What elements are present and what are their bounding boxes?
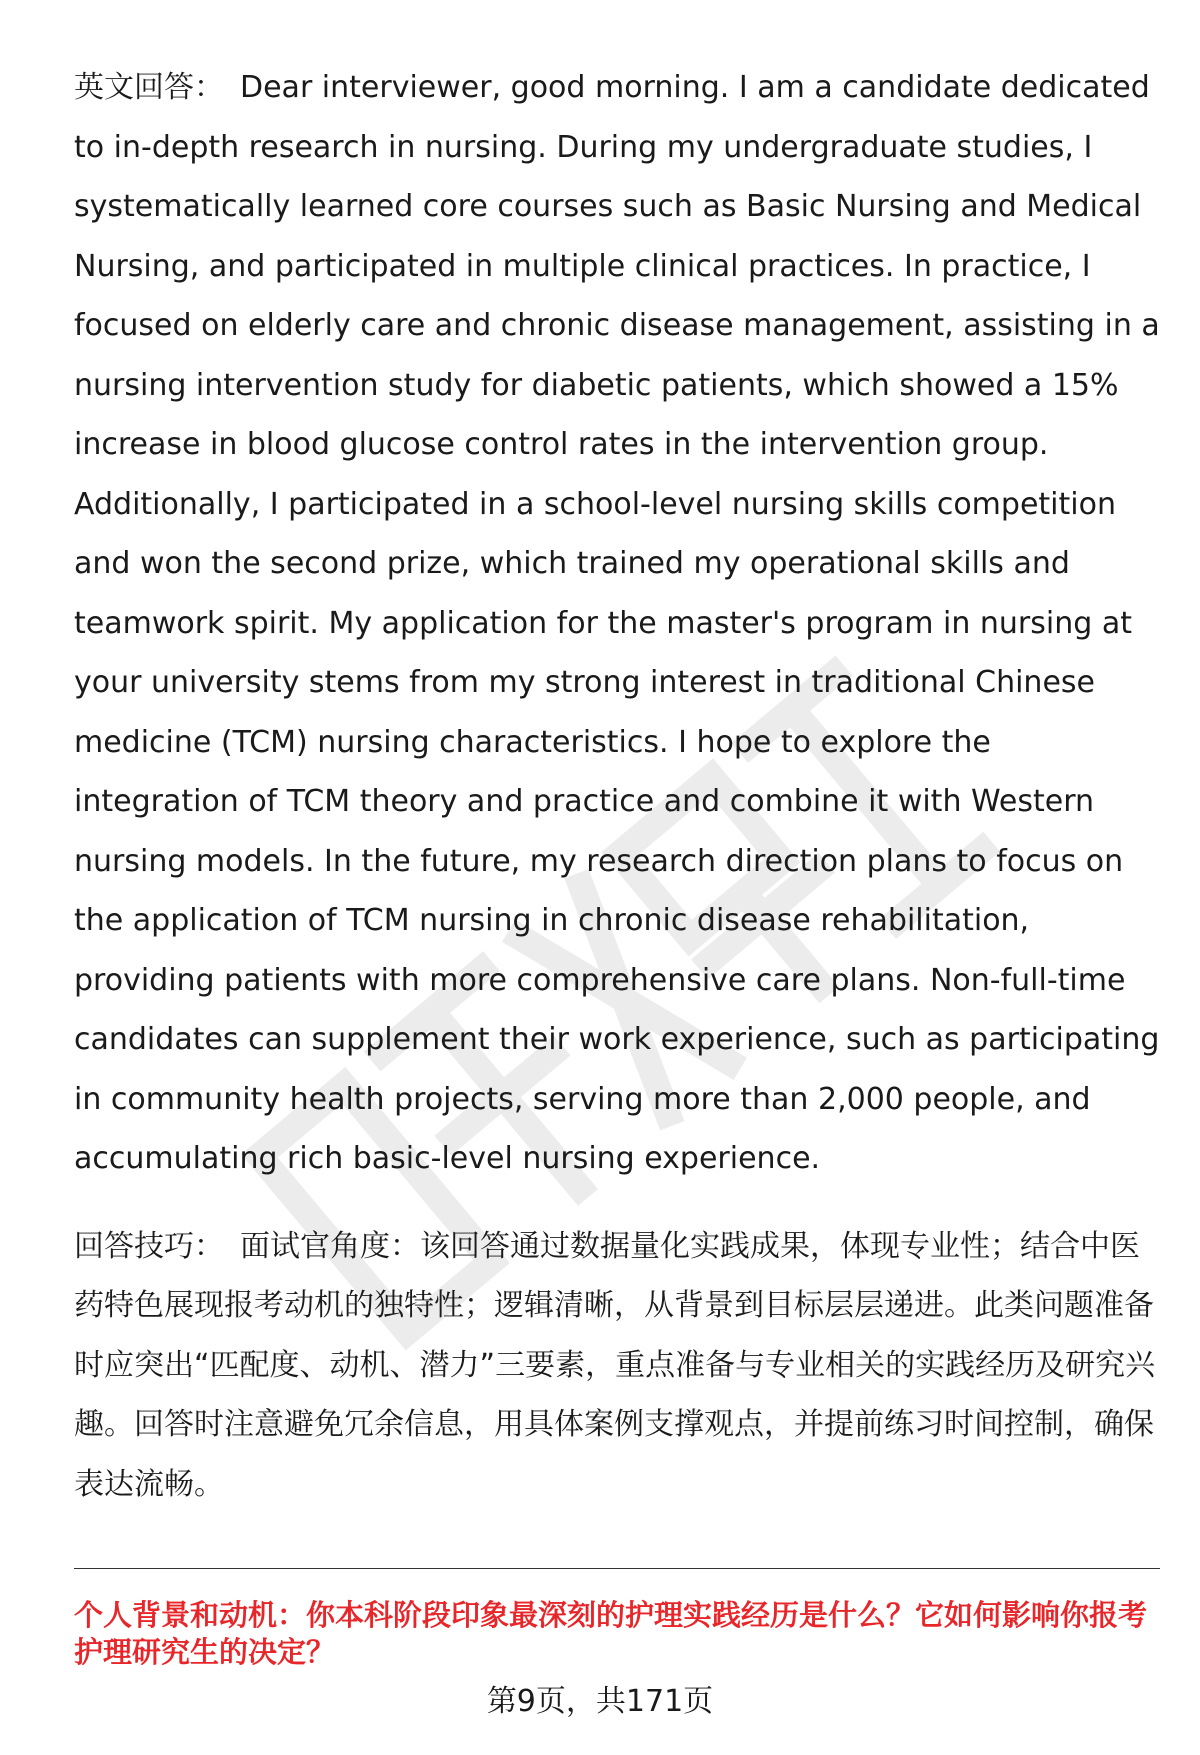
- answer-tips-paragraph: [74, 1217, 1160, 1515]
- next-question-heading: 个人背景和动机：你本科阶段印象最深刻的护理实践经历是什么？它如何影响你报考护理研究生的决定？: [74, 1598, 1148, 1669]
- section-divider: [74, 1568, 1160, 1569]
- page-number-footer: 第9页，共171页: [486, 1684, 714, 1719]
- english-answer-paragraph: [74, 58, 1160, 1189]
- answer-tips-text: 面试官角度：该回答通过数据量化实践成果，体现专业性；结合中医药特色展现报考动机的独特性；逻辑清晰，从背景到目标层层递进。此类问题准备时应突出“匹配度、动机、潜力”三要素，重点准备与专业相关的实践经历及研究兴趣。回答时注意避免冗余信息，用具体案例支撑观点，并提前练习时间控制，确保表达流畅。: [74, 1228, 1156, 1502]
- document-page: [74, 58, 1160, 1671]
- english-answer-label: 英文回答：: [74, 70, 224, 105]
- answer-tips-label: 回答技巧：: [74, 1228, 224, 1264]
- english-answer-text: Dear interviewer, good morning. I am a candidate dedicated to in-depth research in nursing. During my undergraduate studies, I systematically learned core courses such as Basic Nursing and Medical Nursing, and participated in multiple clinical practices. In practice, I focused on elderly care and chronic disease management, assisting in a nursing intervention study for diabetic patients, which showed a 15% increase in blood glucose control rates in the intervention group. Additionally, I participated in a school-level nursing skills competition and won the second prize, which trained my operational skills and teamwork spirit. My application for the master's program in nursing at your university stems from my strong interest in traditional Chinese medicine (TCM) nursing characteristics. I hope to explore the integration of TCM theory and practice and combine it with Western nursing models. In the future, my research direction plans to focus on the application of TCM nursing in chronic disease rehabilitation, providing patients with more comprehensive care plans. Non-full-time candidates can supplement their work experience, such as participating in community health projects, serving more than 2,000 people, and accumulating rich basic-level nursing experience.: [74, 70, 1160, 1176]
